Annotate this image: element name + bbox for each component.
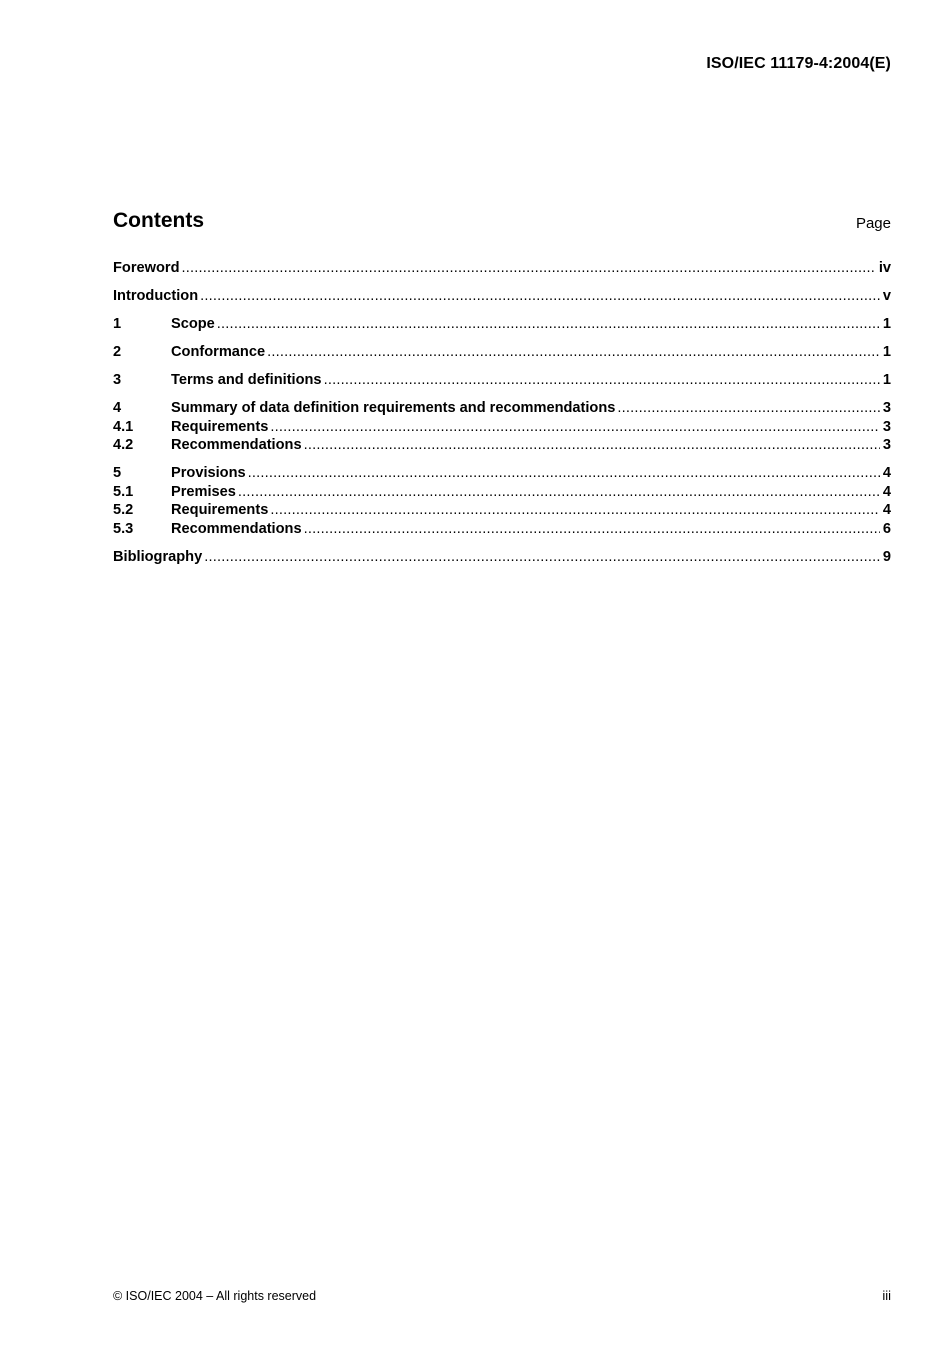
toc-entry-page: 6 — [882, 520, 891, 537]
toc-entry-number: 5.3 — [113, 520, 134, 537]
toc-entry-scope[interactable] — [113, 315, 891, 334]
toc-entry-title: Premises — [171, 483, 236, 500]
toc-leader-dots — [304, 436, 880, 455]
toc-entry-title: Summary of data definition requirements and recommendations — [171, 400, 616, 416]
toc-entry-title: Scope — [171, 316, 215, 332]
toc-entry-page: 4 — [882, 465, 891, 481]
toc-leader-dots — [324, 371, 880, 390]
toc-leader-dots — [270, 418, 880, 437]
toc-entry-provisions[interactable] — [113, 464, 891, 483]
toc-entry-number: 5 — [113, 465, 122, 481]
toc-entry-4-2-recommendations[interactable] — [113, 436, 891, 455]
toc-entry-5-3-recommendations[interactable] — [113, 520, 891, 539]
toc-entry-page: 4 — [882, 483, 891, 500]
toc-leader-dots — [270, 501, 880, 520]
toc-entry-number: 1 — [113, 316, 122, 332]
toc-entry-number: 2 — [113, 344, 122, 360]
toc-entry-title: Conformance — [171, 344, 266, 360]
toc-entry-summary[interactable] — [113, 399, 891, 418]
toc-leader-dots — [267, 343, 880, 362]
toc-leader-dots — [181, 259, 875, 278]
toc-entry-title: Introduction — [113, 288, 199, 304]
toc-entry-5-1-premises[interactable] — [113, 483, 891, 502]
toc-entry-number: 4 — [113, 400, 122, 416]
toc-entry-title: Recommendations — [171, 520, 302, 537]
document-id: ISO/IEC 11179-4:2004(E) — [706, 55, 891, 72]
toc-entry-number: 4.1 — [113, 418, 134, 435]
toc-entry-title: Requirements — [171, 418, 269, 435]
toc-entry-number: 3 — [113, 372, 122, 388]
toc-leader-dots — [238, 483, 880, 502]
toc-leader-dots — [200, 287, 880, 306]
toc-entry-4-1-requirements[interactable] — [113, 418, 891, 437]
toc-leader-dots — [248, 464, 880, 483]
toc-entry-title: Foreword — [113, 260, 180, 276]
toc-entry-page: 3 — [882, 400, 891, 416]
toc-entry-page: iv — [878, 260, 891, 276]
toc-leader-dots — [204, 548, 880, 567]
toc-entry-page: 1 — [882, 344, 891, 360]
toc-entry-conformance[interactable] — [113, 343, 891, 362]
toc-leader-dots — [217, 315, 880, 334]
toc-entry-number: 5.2 — [113, 502, 134, 518]
toc-entry-page: 3 — [882, 437, 891, 453]
toc-entry-title: Bibliography — [113, 548, 203, 565]
contents-title: Contents — [113, 209, 204, 232]
toc-entry-page: 1 — [882, 372, 891, 388]
toc-entry-bibliography[interactable] — [113, 548, 891, 567]
toc-entry-page: 3 — [882, 418, 891, 435]
toc-entry-title: Provisions — [171, 465, 246, 481]
toc-entry-page: 9 — [882, 548, 891, 565]
toc-entry-page: 4 — [882, 502, 891, 518]
page-column-label: Page — [855, 215, 891, 232]
footer-copyright: © ISO/IEC 2004 – All rights reserved — [113, 1289, 317, 1303]
toc-entry-page: v — [882, 288, 891, 304]
toc-entry-number: 4.2 — [113, 437, 134, 453]
table-of-contents — [113, 259, 891, 566]
footer-page-number: iii — [882, 1288, 891, 1303]
toc-entry-number: 5.1 — [113, 483, 134, 500]
toc-entry-terms-and-definitions[interactable] — [113, 371, 891, 390]
toc-entry-title: Requirements — [171, 502, 269, 518]
toc-entry-page: 1 — [882, 316, 891, 332]
toc-entry-introduction[interactable] — [113, 287, 891, 306]
toc-entry-title: Terms and definitions — [171, 372, 322, 388]
toc-leader-dots — [304, 520, 880, 539]
toc-entry-foreword[interactable] — [113, 259, 891, 278]
toc-leader-dots — [617, 399, 879, 418]
toc-entry-5-2-requirements[interactable] — [113, 501, 891, 520]
toc-entry-title: Recommendations — [171, 437, 302, 453]
